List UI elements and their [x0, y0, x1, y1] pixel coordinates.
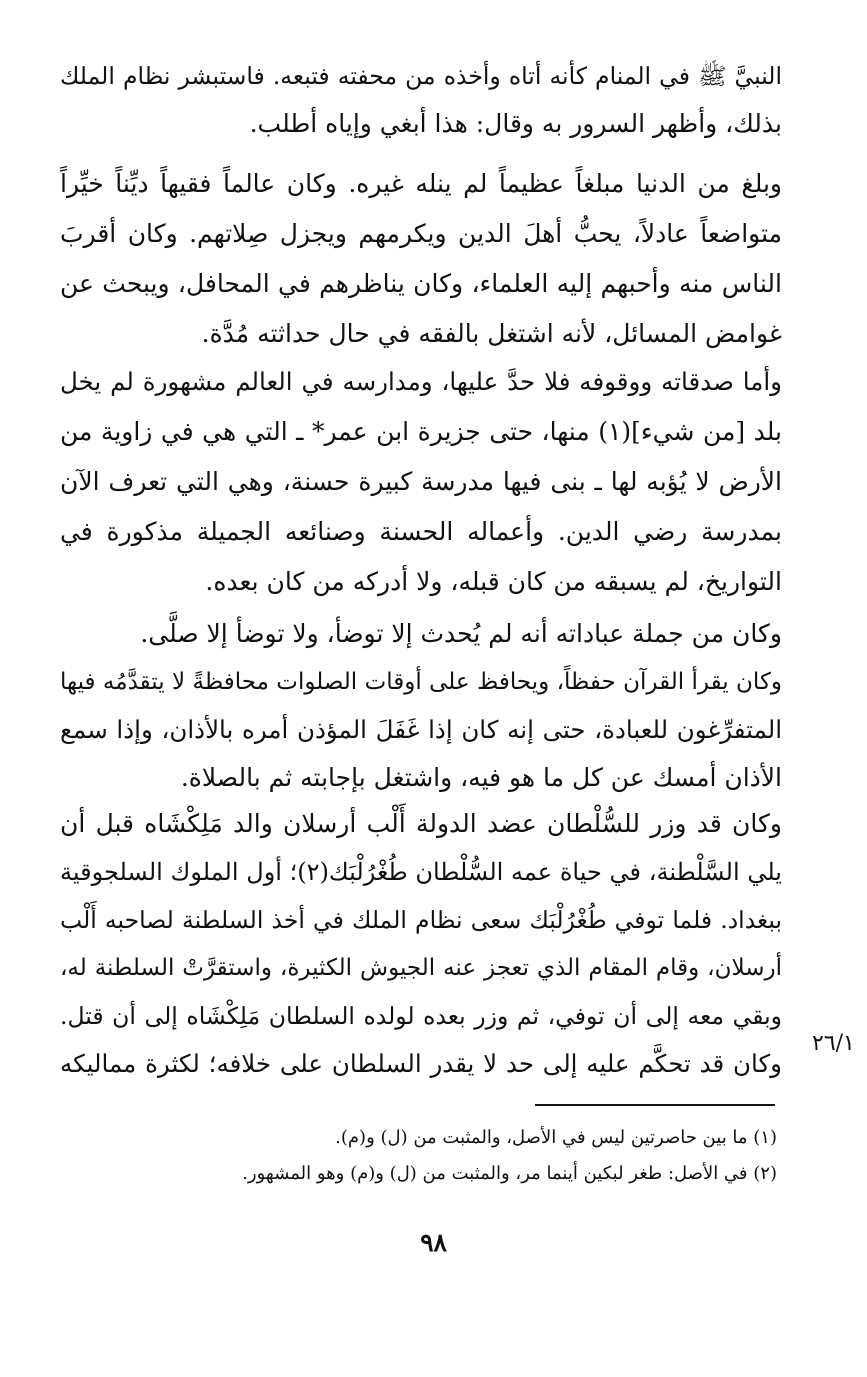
- text-line: وكان من جملة عباداته أنه لم يُحدث إلا توضأ، ولا توضأ إلا صلَّى.: [140, 619, 782, 648]
- text-line: النبيَّ ﷺ في المنام كأنه أتاه وأخذه من محفته فتبعه. فاستبشر نظام الملك: [60, 62, 782, 90]
- text-line: يلي السَّلْطنة، في حياة عمه السُّلْطان طُغْرُلْبَك(٢)؛ أول الملوك السلجوقية: [60, 858, 782, 886]
- page-number: ٩٨: [420, 1228, 447, 1257]
- text-line: بذلك، وأظهر السرور به وقال: هذا أبغي وإياه أطلب.: [249, 109, 782, 138]
- text-line: متواضعاً عادلاً، يحبُّ أهلَ الدين ويكرمهم ويجزل صِلاتهم. وكان أقربَ: [60, 219, 782, 248]
- text-line: الأذان أمسك عن كل ما هو فيه، واشتغل بإجابته ثم بالصلاة.: [180, 763, 782, 792]
- margin-reference: ٢٦/١: [812, 1031, 855, 1056]
- text-line: وكان قد وزر للسُّلْطان عضد الدولة أَلْب أرسلان والد مَلِكْشَاه قبل أن: [60, 809, 782, 838]
- text-line: التواريخ، لم يسبقه من كان قبله، ولا أدركه من كان بعده.: [205, 567, 782, 596]
- text-line: الأرض لا يُؤبه لها ـ بنى فيها مدرسة كبيرة حسنة، وهي التي تعرف الآن: [60, 467, 782, 496]
- text-line: وأما صدقاته ووقوفه فلا حدَّ عليها، ومدارسه في العالم مشهورة لم يخل: [60, 367, 782, 396]
- text-line: الناس منه وأحبهم إليه العلماء، وكان يناظرهم في المحافل، ويبحث عن: [60, 269, 782, 298]
- text-line: وبلغ من الدنيا مبلغاً عظيماً لم ينله غيره. وكان عالماً فقيهاً ديِّناً خيِّراً: [60, 169, 782, 198]
- footnote-divider: [535, 1104, 775, 1106]
- text-line: المتفرِّغون للعبادة، حتى إنه كان إذا غَفَلَ المؤذن أمره بالأذان، وإذا سمع: [60, 715, 782, 744]
- text-line: وكان قد تحكَّم عليه إلى حد لا يقدر السلطان على خلافه؛ لكثرة مماليكه: [60, 1049, 782, 1078]
- text-line: بمدرسة رضي الدين. وأعماله الحسنة وصنائعه الجميلة مذكورة في: [60, 517, 782, 546]
- text-line: ببغداد. فلما توفي طُغْرُلْبَك سعى نظام الملك في أخذ السلطنة لصاحبه أَلْب: [60, 906, 782, 934]
- text-line: وكان يقرأ القرآن حفظاً، ويحافظ على أوقات الصلوات محافظةً لا يتقدَّمُه فيها: [60, 669, 782, 695]
- footnote-2: (٢) في الأصل: طغر لبكين أينما مر، والمثبت من (ل) و(م) وهو المشهور.: [242, 1163, 777, 1184]
- text-line: بلد [من شيء](١) منها، حتى جزيرة ابن عمر* ـ التي هي في زاوية من: [60, 417, 782, 446]
- text-line: أرسلان، وقام المقام الذي تعجز عنه الجيوش الكثيرة، واستقرَّتْ السلطنة له،: [60, 955, 782, 981]
- text-line: غوامض المسائل، لأنه اشتغل بالفقه في حال حداثته مُدَّة.: [201, 319, 782, 348]
- text-line: وبقي معه إلى أن توفي، ثم وزر بعده لولده السلطان مَلِكْشَاه إلى أن قتل.: [60, 1002, 782, 1030]
- footnote-1: (١) ما بين حاصرتين ليس في الأصل، والمثبت من (ل) و(م).: [335, 1127, 777, 1148]
